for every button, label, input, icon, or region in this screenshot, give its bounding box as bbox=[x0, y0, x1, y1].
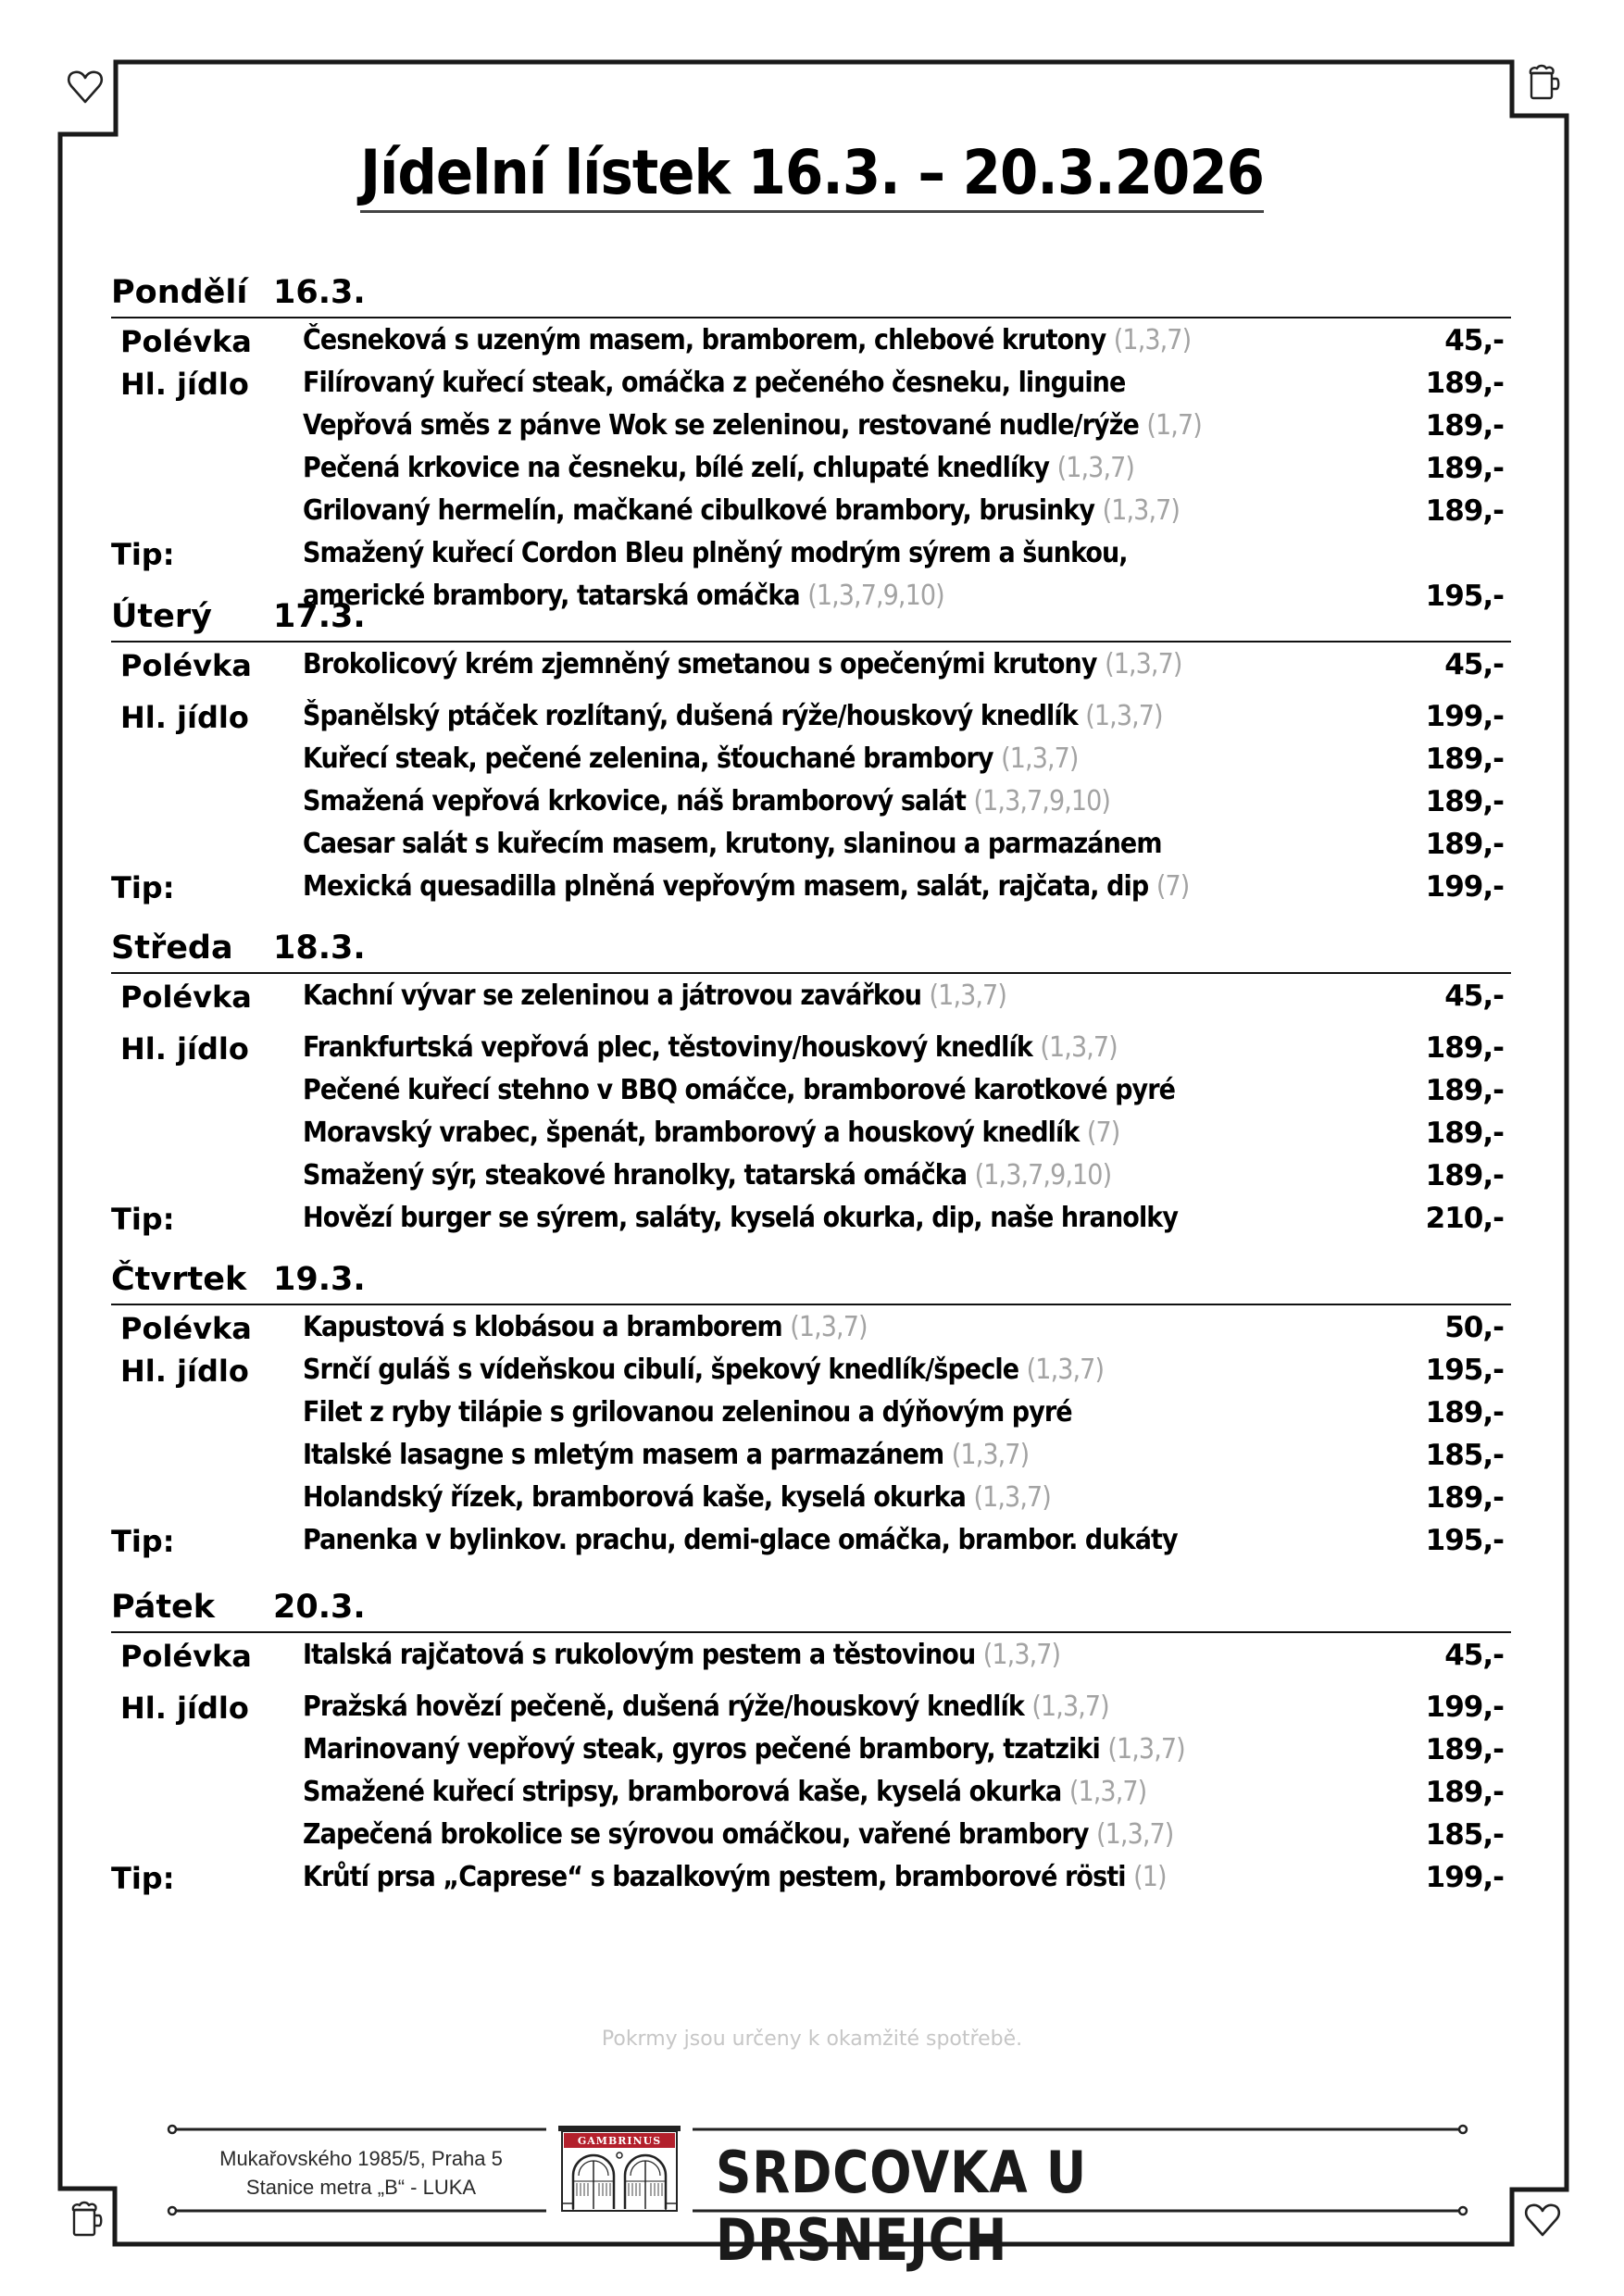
dish-name: Italská rajčatová s rukolovým pestem a těstovinou bbox=[303, 1639, 976, 1671]
day-header bbox=[111, 1261, 1511, 1305]
menu-item-row bbox=[111, 1154, 1511, 1196]
allergens: (1,3,7) bbox=[1105, 648, 1182, 680]
dish-description bbox=[303, 1481, 1051, 1514]
page-title-text: Jídelní lístek 16.3. – 20.3.2026 bbox=[360, 137, 1264, 213]
day-date: 16.3. bbox=[273, 274, 366, 311]
allergens: (1,3,7) bbox=[1085, 700, 1163, 732]
dish-price: 189,- bbox=[1425, 452, 1504, 485]
dish-price: 189,- bbox=[1425, 1481, 1504, 1515]
dish-description bbox=[303, 1311, 868, 1343]
dish-description bbox=[303, 1691, 1109, 1723]
dish-description bbox=[303, 1861, 1167, 1893]
dish-name: Filírovaný kuřecí steak, omáčka z pečeného česneku, linguine bbox=[303, 367, 1126, 399]
allergens: (1,3,7) bbox=[1056, 452, 1135, 484]
menu-item-row bbox=[111, 822, 1511, 865]
dish-price: 45,- bbox=[1444, 648, 1504, 681]
menu-item-row bbox=[111, 1391, 1511, 1433]
allergens: (1,3,7) bbox=[1026, 1354, 1105, 1386]
allergens: (1,3,7) bbox=[1102, 494, 1181, 527]
dish-name: Kachní vývar se zeleninou a játrovou zavářkou bbox=[303, 980, 922, 1012]
menu-item-row bbox=[111, 1685, 1511, 1728]
dish-description bbox=[303, 452, 1134, 484]
menu-item-row bbox=[111, 1728, 1511, 1770]
menu-category: Tip: bbox=[111, 1202, 175, 1237]
dish-price: 185,- bbox=[1425, 1439, 1504, 1472]
allergens: (1) bbox=[1133, 1861, 1167, 1893]
dish-name: Zapečená brokolice se sýrovou omáčkou, vařené brambory bbox=[303, 1818, 1089, 1851]
menu-category: Polévka bbox=[120, 980, 252, 1015]
dish-description bbox=[303, 742, 1079, 775]
dish-price: 189,- bbox=[1425, 1117, 1504, 1150]
dish-description bbox=[303, 1159, 1111, 1192]
menu-category: Tip: bbox=[111, 1861, 175, 1896]
dish-name: Brokolicový krém zjemněný smetanou s opečenými krutony bbox=[303, 648, 1097, 680]
menu-item-row bbox=[111, 446, 1511, 489]
dish-description bbox=[303, 409, 1202, 442]
dish-price: 189,- bbox=[1425, 828, 1504, 861]
dish-price: 189,- bbox=[1425, 785, 1504, 818]
menu-item-row bbox=[111, 1111, 1511, 1154]
dish-price: 189,- bbox=[1425, 742, 1504, 776]
dish-description bbox=[303, 537, 1128, 569]
beer-mug-icon bbox=[1524, 61, 1565, 102]
dish-price: 189,- bbox=[1425, 409, 1504, 443]
menu-item-row bbox=[111, 737, 1511, 780]
menu-item-row bbox=[111, 643, 1511, 685]
day-date: 20.3. bbox=[273, 1589, 366, 1626]
dish-description bbox=[303, 1439, 1029, 1471]
dish-description bbox=[303, 828, 1162, 860]
allergens: (1,3,7) bbox=[1031, 1691, 1109, 1723]
page-title bbox=[0, 137, 1624, 208]
dish-description bbox=[303, 1524, 1178, 1556]
menu-category: Hl. jídlo bbox=[120, 1691, 249, 1726]
day-name: Úterý bbox=[111, 598, 212, 635]
beer-mug-icon bbox=[67, 2198, 107, 2239]
allergens: (1,3,7) bbox=[1096, 1818, 1174, 1851]
dish-description bbox=[303, 1396, 1072, 1429]
dish-price: 189,- bbox=[1425, 1031, 1504, 1065]
dish-price: 189,- bbox=[1425, 1733, 1504, 1766]
dish-description bbox=[303, 870, 1189, 903]
dish-name: Pečená krkovice na česneku, bílé zelí, chlupaté knedlíky bbox=[303, 452, 1050, 484]
dish-price: 45,- bbox=[1444, 324, 1504, 357]
day-section bbox=[111, 930, 1511, 1239]
day-header bbox=[111, 930, 1511, 974]
day-date: 19.3. bbox=[273, 1261, 366, 1298]
allergens: (1,3,7) bbox=[790, 1311, 868, 1343]
dish-name: Marinovaný vepřový steak, gyros pečené brambory, tzatziki bbox=[303, 1733, 1100, 1766]
dish-name: Grilovaný hermelín, mačkané cibulkové brambory, brusinky bbox=[303, 494, 1095, 527]
day-section bbox=[111, 598, 1511, 907]
day-name: Pondělí bbox=[111, 274, 248, 311]
menu-item-row bbox=[111, 1196, 1511, 1239]
menu-item-row bbox=[111, 1518, 1511, 1561]
menu-item-row bbox=[111, 1305, 1511, 1348]
menu-item-row bbox=[111, 404, 1511, 446]
dish-name: Hovězí burger se sýrem, saláty, kyselá okurka, dip, naše hranolky bbox=[303, 1202, 1179, 1234]
menu-item-row bbox=[111, 1026, 1511, 1068]
allergens: (1,3,7) bbox=[951, 1439, 1030, 1471]
day-header bbox=[111, 598, 1511, 643]
menu-item-row bbox=[111, 361, 1511, 404]
dish-name: Pražská hovězí pečeně, dušená rýže/houskový knedlík bbox=[303, 1691, 1024, 1723]
allergens: (1,3,7) bbox=[1113, 324, 1192, 356]
day-date: 17.3. bbox=[273, 598, 366, 635]
dish-price: 50,- bbox=[1444, 1311, 1504, 1344]
menu-item-row bbox=[111, 974, 1511, 1017]
dish-description bbox=[303, 785, 1110, 817]
menu-item-row bbox=[111, 1068, 1511, 1111]
dish-description bbox=[303, 1818, 1173, 1851]
restaurant-brand-name: SRDCOVKA U DRSNEJCH bbox=[716, 2139, 1088, 2274]
menu-item-row bbox=[111, 694, 1511, 737]
dish-name: americké brambory, tatarská omáčka bbox=[303, 580, 800, 612]
dish-name: Kuřecí steak, pečené zelenina, šťouchané brambory bbox=[303, 742, 993, 775]
menu-item-row bbox=[111, 780, 1511, 822]
dish-name: Česneková s uzeným masem, bramborem, chlebové krutony bbox=[303, 324, 1106, 356]
allergens: (1,3,7) bbox=[1040, 1031, 1118, 1064]
dish-description bbox=[303, 1202, 1178, 1234]
dish-price: 189,- bbox=[1425, 1074, 1504, 1107]
menu-item-row bbox=[111, 531, 1511, 574]
allergens: (1,3,7,9,10) bbox=[974, 1159, 1112, 1192]
allergens: (1,3,7) bbox=[1001, 742, 1079, 775]
footer-banner bbox=[167, 2122, 1472, 2274]
menu-category: Polévka bbox=[120, 648, 252, 683]
logo-text: GAMBRINUS bbox=[577, 2135, 662, 2147]
heart-icon bbox=[65, 67, 106, 107]
allergens: (1,3,7,9,10) bbox=[973, 785, 1111, 817]
dish-price: 195,- bbox=[1425, 1524, 1504, 1557]
dish-price: 185,- bbox=[1425, 1818, 1504, 1852]
day-section bbox=[111, 274, 1511, 617]
dish-description bbox=[303, 648, 1181, 680]
dish-description bbox=[303, 1117, 1119, 1149]
dish-description bbox=[303, 1639, 1060, 1671]
address-line-2: Stanice metra „B“ - LUKA bbox=[245, 2176, 477, 2199]
menu-item-row bbox=[111, 1433, 1511, 1476]
dish-description bbox=[303, 1776, 1146, 1808]
menu-category: Polévka bbox=[120, 324, 252, 359]
dish-name: Pečené kuřecí stehno v BBQ omáčce, bramborové karotkové pyré bbox=[303, 1074, 1176, 1106]
dish-description bbox=[303, 980, 1006, 1012]
dish-description bbox=[303, 324, 1191, 356]
dish-price: 199,- bbox=[1425, 1861, 1504, 1894]
dish-description bbox=[303, 700, 1163, 732]
menu-category: Tip: bbox=[111, 537, 175, 572]
menu-category: Hl. jídlo bbox=[120, 367, 249, 402]
allergens: (1,7) bbox=[1146, 409, 1202, 442]
day-name: Středa bbox=[111, 930, 233, 967]
menu-category: Polévka bbox=[120, 1311, 252, 1346]
allergens: (7) bbox=[1086, 1117, 1120, 1149]
address-line-1: Mukařovského 1985/5, Praha 5 bbox=[219, 2147, 503, 2170]
menu-category: Tip: bbox=[111, 870, 175, 905]
dish-price: 199,- bbox=[1425, 1691, 1504, 1724]
dish-description bbox=[303, 1074, 1175, 1106]
dish-price: 189,- bbox=[1425, 1159, 1504, 1192]
dish-description bbox=[303, 367, 1125, 399]
gambrinus-logo bbox=[555, 2124, 684, 2213]
dish-price: 210,- bbox=[1425, 1202, 1504, 1235]
menu-category: Polévka bbox=[120, 1639, 252, 1674]
dish-name: Smažené kuřecí stripsy, bramborová kaše, kyselá okurka bbox=[303, 1776, 1062, 1808]
allergens: (1,3,7) bbox=[973, 1481, 1051, 1514]
dish-name: Filet z ryby tilápie s grilovanou zeleninou a dýňovým pyré bbox=[303, 1396, 1072, 1429]
dish-name: Kapustová s klobásou a bramborem bbox=[303, 1311, 782, 1343]
menu-category: Hl. jídlo bbox=[120, 1354, 249, 1389]
dish-name: Frankfurtská vepřová plec, těstoviny/houskový knedlík bbox=[303, 1031, 1032, 1064]
allergens: (1,3,7) bbox=[1107, 1733, 1185, 1766]
dish-price: 195,- bbox=[1425, 580, 1504, 613]
dish-name: Moravský vrabec, špenát, bramborový a houskový knedlík bbox=[303, 1117, 1080, 1149]
dish-name: Mexická quesadilla plněná vepřovým masem, salát, rajčata, dip bbox=[303, 870, 1149, 903]
dish-description bbox=[303, 494, 1180, 527]
dish-name: Italské lasagne s mletým masem a parmazánem bbox=[303, 1439, 944, 1471]
dish-price: 199,- bbox=[1425, 700, 1504, 733]
dish-name: Srnčí guláš s vídeňskou cibulí, špekový knedlík/špecle bbox=[303, 1354, 1019, 1386]
menu-category: Hl. jídlo bbox=[120, 700, 249, 735]
allergens: (1,3,7) bbox=[1068, 1776, 1147, 1808]
day-header bbox=[111, 1589, 1511, 1633]
dish-name: Caesar salát s kuřecím masem, krutony, slaninou a parmazánem bbox=[303, 828, 1162, 860]
dish-price: 189,- bbox=[1425, 1396, 1504, 1429]
dish-price: 199,- bbox=[1425, 870, 1504, 904]
day-header bbox=[111, 274, 1511, 318]
dish-name: Španělský ptáček rozlítaný, dušená rýže/houskový knedlík bbox=[303, 700, 1078, 732]
dish-price: 189,- bbox=[1425, 1776, 1504, 1809]
restaurant-address bbox=[194, 2144, 528, 2202]
dish-name: Panenka v bylinkov. prachu, demi-glace omáčka, brambor. dukáty bbox=[303, 1524, 1178, 1556]
allergens: (1,3,7,9,10) bbox=[807, 580, 944, 612]
dish-price: 189,- bbox=[1425, 494, 1504, 528]
day-section bbox=[111, 1261, 1511, 1561]
consumption-note: Pokrmy jsou určeny k okamžité spotřebě. bbox=[601, 2028, 1023, 2051]
dish-price: 195,- bbox=[1425, 1354, 1504, 1387]
menu-item-row bbox=[111, 1348, 1511, 1391]
menu-item-row bbox=[111, 1476, 1511, 1518]
day-date: 18.3. bbox=[273, 930, 366, 967]
menu-item-row bbox=[111, 318, 1511, 361]
menu-category: Hl. jídlo bbox=[120, 1031, 249, 1067]
dish-name: Smažený sýr, steakové hranolky, tatarská omáčka bbox=[303, 1159, 968, 1192]
menu-category: Tip: bbox=[111, 1524, 175, 1559]
menu-item-row bbox=[111, 489, 1511, 531]
allergens: (7) bbox=[1156, 870, 1190, 903]
heart-icon bbox=[1522, 2200, 1563, 2240]
day-section bbox=[111, 1589, 1511, 1898]
menu-item-row bbox=[111, 1770, 1511, 1813]
dish-name: Vepřová směs z pánve Wok se zeleninou, restované nudle/rýže bbox=[303, 409, 1139, 442]
dish-name: Smažená vepřová krkovice, náš bramborový salát bbox=[303, 785, 966, 817]
dish-name: Holandský řízek, bramborová kaše, kyselá okurka bbox=[303, 1481, 966, 1514]
menu-item-row bbox=[111, 1813, 1511, 1855]
dish-description bbox=[303, 1354, 1104, 1386]
allergens: (1,3,7) bbox=[982, 1639, 1061, 1671]
dish-name: Smažený kuřecí Cordon Bleu plněný modrým sýrem a šunkou, bbox=[303, 537, 1128, 569]
dish-description bbox=[303, 1031, 1118, 1064]
dish-description bbox=[303, 1733, 1185, 1766]
menu-item-row bbox=[111, 1855, 1511, 1898]
allergens: (1,3,7) bbox=[929, 980, 1006, 1012]
dish-price: 189,- bbox=[1425, 367, 1504, 400]
day-name: Pátek bbox=[111, 1589, 216, 1626]
dish-price: 45,- bbox=[1444, 980, 1504, 1013]
dish-name: Krůtí prsa „Caprese“ s bazalkovým pestem, bramborové rösti bbox=[303, 1861, 1126, 1893]
day-name: Čtvrtek bbox=[111, 1261, 247, 1298]
menu-item-row bbox=[111, 865, 1511, 907]
menu-item-row bbox=[111, 1633, 1511, 1676]
dish-price: 45,- bbox=[1444, 1639, 1504, 1672]
